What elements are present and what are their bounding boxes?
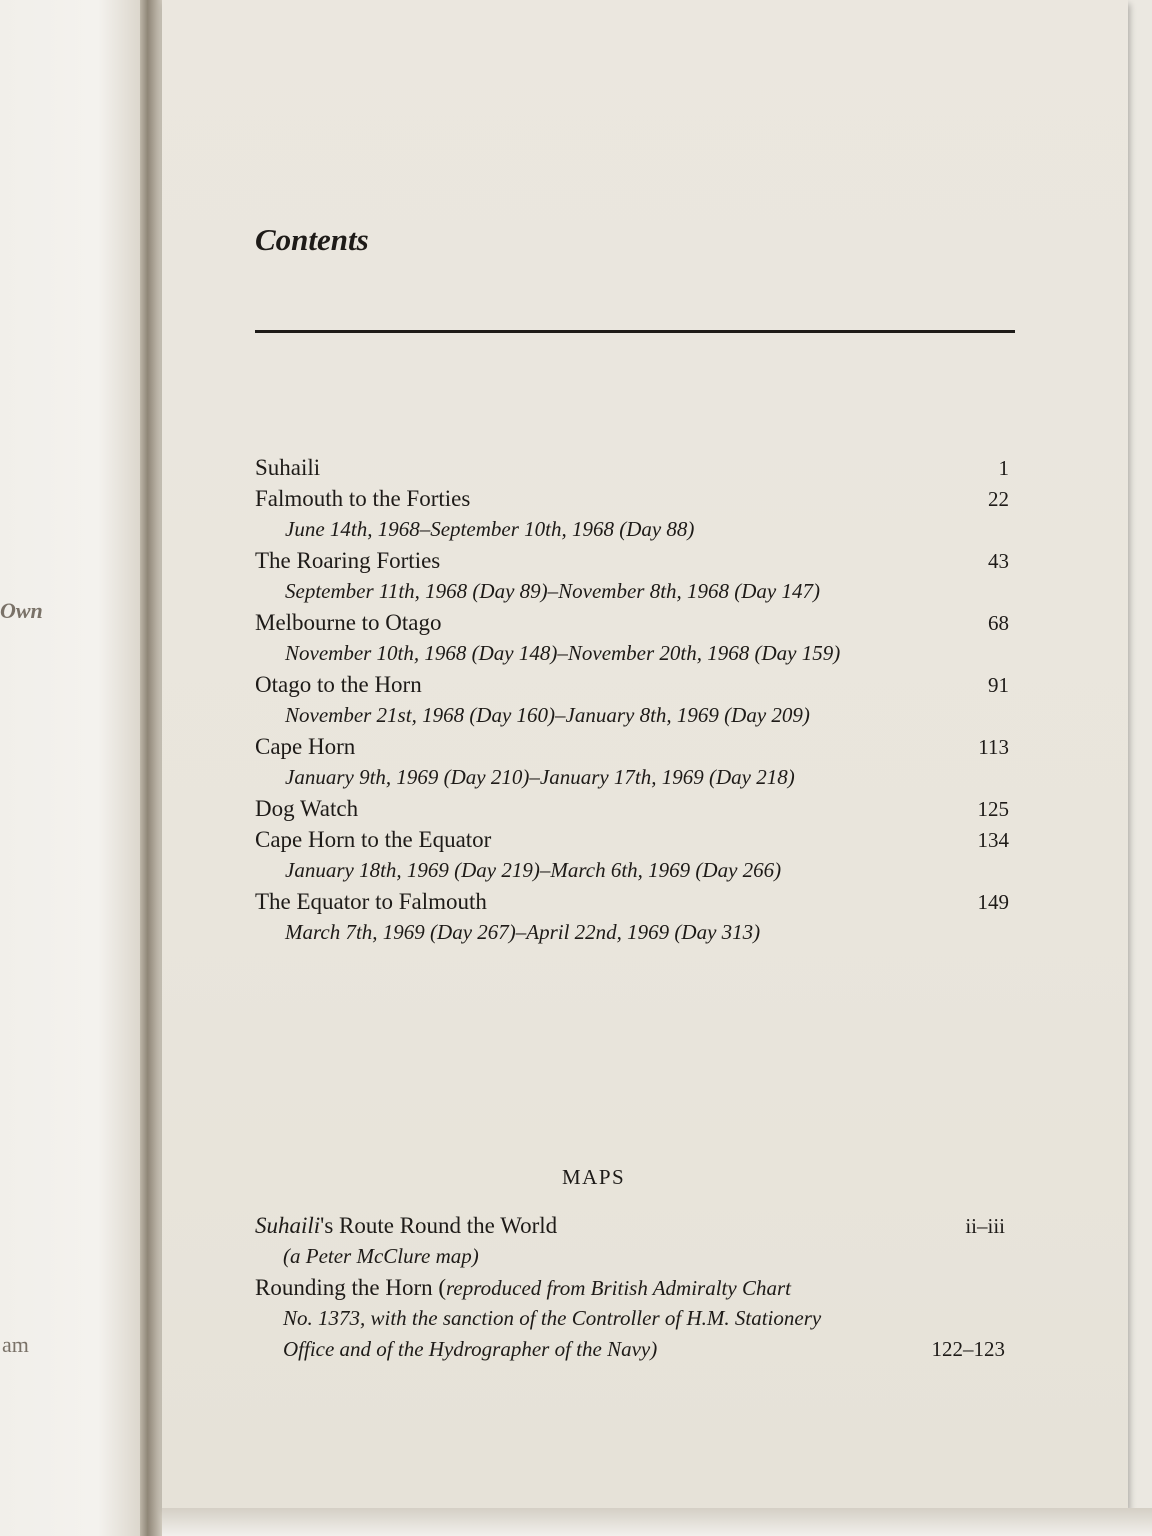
map-title-plain: Rounding the Horn ( <box>255 1275 447 1300</box>
maps-heading: MAPS <box>562 1165 626 1189</box>
chapter-dates: January 9th, 1969 (Day 210)–January 17th, 1969 (Day 218) <box>285 765 795 789</box>
map-title-italic: Suhaili <box>255 1213 321 1238</box>
chapter-title: Cape Horn to the Equator <box>255 827 492 852</box>
chapter-title: Falmouth to the Forties <box>255 486 471 511</box>
chapter-page: 91 <box>988 673 1009 697</box>
maps-list <box>255 1210 1015 1365</box>
chapter-entry-2 <box>255 483 1015 545</box>
book-spine-gutter <box>140 0 162 1536</box>
title-rule <box>255 330 1015 333</box>
left-page <box>0 0 140 1536</box>
map-note-line-2: No. 1373, with the sanction of the Controller of H.M. Stationery <box>283 1306 822 1330</box>
chapter-entry-7 <box>255 793 1015 824</box>
chapter-title: Otago to the Horn <box>255 672 422 697</box>
chapter-dates: September 11th, 1968 (Day 89)–November 8th, 1968 (Day 147) <box>285 579 820 603</box>
chapter-entry-3 <box>255 545 1015 607</box>
chapter-list <box>255 452 1015 948</box>
chapter-entry-4 <box>255 607 1015 669</box>
map-title <box>255 1272 791 1304</box>
left-page-fragment-1: Own <box>0 598 43 623</box>
chapter-title: Melbourne to Otago <box>255 610 442 635</box>
left-page-fragment-2: am <box>2 1332 29 1357</box>
chapter-dates: January 18th, 1969 (Day 219)–March 6th, 1969 (Day 266) <box>285 858 782 882</box>
chapter-page: 149 <box>977 890 1009 914</box>
map-title-italic: reproduced from British Admiralty Chart <box>446 1276 791 1300</box>
chapter-page: 43 <box>988 549 1009 573</box>
chapter-entry-9 <box>255 886 1015 948</box>
map-note-line-3: Office and of the Hydrographer of the Navy) <box>283 1337 658 1361</box>
chapter-title: Cape Horn <box>255 734 356 759</box>
chapter-entry-8 <box>255 824 1015 886</box>
map-page: ii–iii <box>965 1214 1005 1238</box>
chapter-page: 125 <box>977 797 1009 821</box>
chapter-title: The Equator to Falmouth <box>255 889 487 914</box>
map-page: 122–123 <box>931 1337 1005 1361</box>
chapter-page: 134 <box>977 828 1009 852</box>
map-note: (a Peter McClure map) <box>283 1244 479 1268</box>
map-title <box>255 1210 557 1241</box>
chapter-entry-6 <box>255 731 1015 793</box>
chapter-dates: March 7th, 1969 (Day 267)–April 22nd, 1969 (Day 313) <box>285 920 761 944</box>
map-title-rest: 's Route Round the World <box>320 1213 558 1238</box>
page-title: Contents <box>255 222 369 257</box>
map-entry-1 <box>255 1210 1015 1272</box>
chapter-dates: November 10th, 1968 (Day 148)–November 20th, 1968 (Day 159) <box>285 641 841 665</box>
chapter-page: 1 <box>998 456 1009 480</box>
chapter-title: Dog Watch <box>255 796 359 821</box>
map-entry-2 <box>255 1272 1015 1365</box>
chapter-entry-1 <box>255 452 1015 483</box>
chapter-page: 113 <box>978 735 1009 759</box>
page-edge <box>162 1508 1152 1536</box>
chapter-page: 22 <box>988 487 1009 511</box>
chapter-entry-5 <box>255 669 1015 731</box>
chapter-dates: November 21st, 1968 (Day 160)–January 8th, 1969 (Day 209) <box>285 703 810 727</box>
chapter-title: Suhaili <box>255 455 321 480</box>
chapter-title: The Roaring Forties <box>255 548 441 573</box>
chapter-page: 68 <box>988 611 1009 635</box>
chapter-dates: June 14th, 1968–September 10th, 1968 (Day 88) <box>285 517 695 541</box>
